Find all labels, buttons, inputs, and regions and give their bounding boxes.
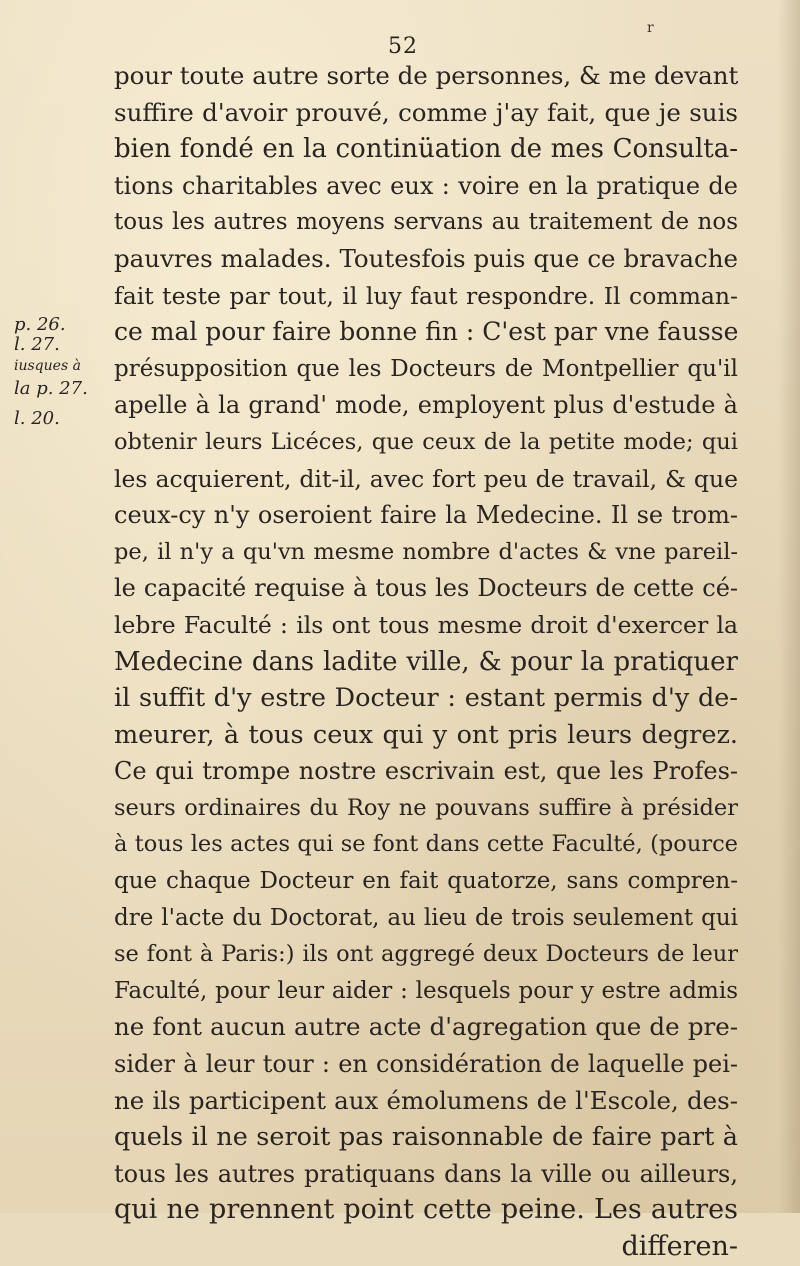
body-text (114, 58, 738, 1266)
text-line: pe, il n'y a qu'vn mesme nombre d'actes & vne pareil- (114, 538, 738, 565)
text-line: qui ne prennent point cette peine. Les autres (114, 1194, 738, 1226)
text-line: obtenir leurs Licéces, que ceux de la petite mode; qui (114, 428, 738, 455)
text-line: ne ils participent aux émolumens de l'Escole, des- (114, 1085, 738, 1115)
page-edge-shadow (778, 0, 800, 1213)
text-line: ce mal pour faire bonne fin : C'est par vne fausse (114, 317, 739, 347)
text-line: Ce qui trompe nostre escrivain est, que les Profes- (114, 757, 738, 786)
text-line: quels il ne seroit pas raisonnable de faire part à (114, 1122, 738, 1153)
text-line: fait teste par tout, il luy faut respondre. Il comman- (114, 281, 738, 310)
catchword: differen- (621, 1231, 738, 1262)
text-line: sider à leur tour : en considération de laquelle pei- (114, 1050, 738, 1079)
text-line: tous les autres pratiquans dans la ville ou ailleurs, (114, 1159, 738, 1188)
text-line: seurs ordinaires du Roy ne pouvans suffire à présider (114, 794, 738, 821)
corner-mark: r (647, 20, 654, 36)
page-number: 52 (388, 34, 418, 59)
text-line: tous les autres moyens servans au traitement de nos (114, 209, 738, 236)
text-line: pauvres malades. Toutesfois puis que ce bravache (114, 243, 738, 273)
text-line: tions charitables avec eux : voire en la pratique de (114, 171, 738, 200)
margin-note: l. 20. (14, 408, 60, 429)
margin-note: p. 26. (14, 314, 66, 335)
text-line: à tous les actes qui se font dans cette Faculté, (pource (114, 831, 738, 858)
margin-note: l. 27. (14, 334, 60, 355)
text-line: ne font aucun autre acte d'agregation que de pre- (114, 1012, 738, 1042)
text-line: le capacité requise à tous les Docteurs de cette cé- (114, 574, 738, 603)
text-line: présupposition que les Docteurs de Montpellier qu'il (114, 355, 738, 382)
text-line: se font à Paris:) ils ont aggregé deux Docteurs de leur (114, 941, 738, 968)
text-line: meurer, à tous ceux qui y ont pris leurs degrez. (114, 719, 738, 750)
text-line: apelle à la grand' mode, employent plus d'estude à (114, 391, 738, 420)
text-line: Faculté, pour leur aider : lesquels pour y estre admis (114, 977, 738, 1004)
margin-note: la p. 27. (14, 378, 88, 399)
text-line: Medecine dans ladite ville, & pour la pratiquer (114, 646, 738, 677)
text-line: il suffit d'y estre Docteur : estant permis d'y de- (114, 683, 738, 714)
text-line: que chaque Docteur en fait quatorze, sans compren- (114, 868, 738, 895)
text-line: pour toute autre sorte de personnes, & me devant (114, 61, 739, 90)
text-line: les acquierent, dit-il, avec fort peu de travail, & que (114, 464, 738, 493)
text-line: bien fondé en la continüation de mes Consulta- (114, 134, 738, 165)
text-line: lebre Faculté : ils ont tous mesme droit d'exercer la (114, 610, 738, 639)
text-line: dre l'acte du Doctorat, au lieu de trois seulement qui (114, 904, 738, 931)
text-line: suffire d'avoir prouvé, comme j'ay fait, que je suis (114, 97, 738, 127)
margin-note: iusques à (14, 358, 81, 374)
text-line: ceux-cy n'y oseroient faire la Medecine. Il se trom- (114, 501, 738, 530)
